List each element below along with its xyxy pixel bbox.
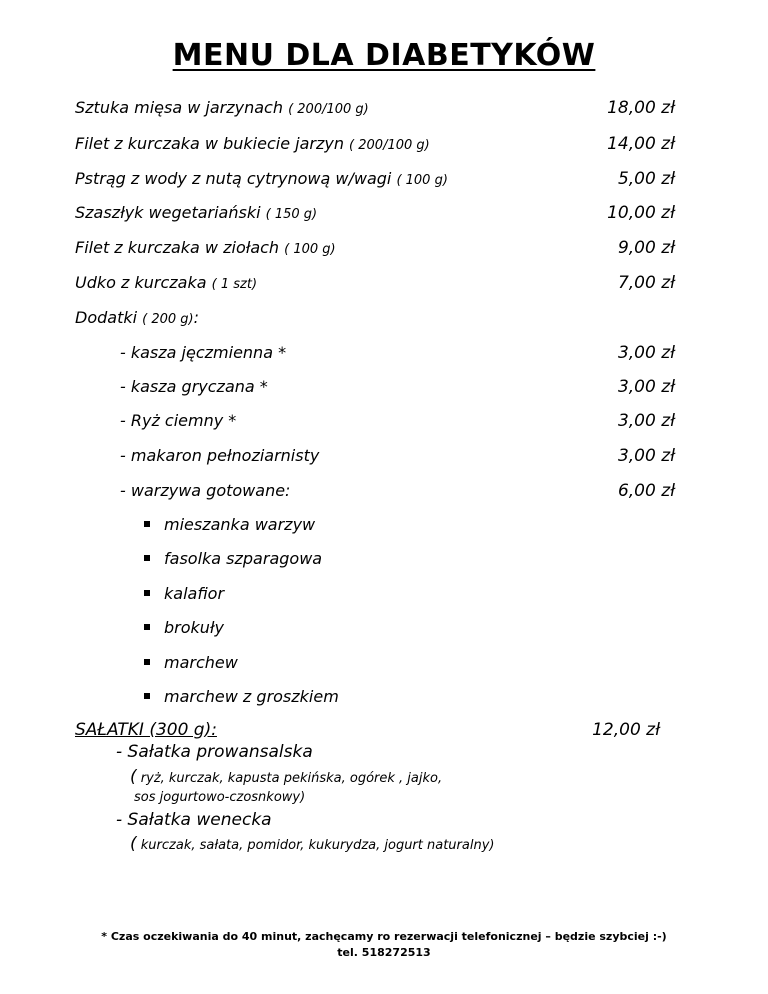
bullet-square-icon xyxy=(144,693,150,699)
page-title: MENU DLA DIABETYKÓW xyxy=(172,38,596,73)
bullet-square-icon xyxy=(144,555,150,561)
vegetable-list-item: fasolka szparagowa xyxy=(144,549,322,568)
side-item-price: 3,00 zł xyxy=(617,411,675,431)
menu-item-name: Filet z kurczaka w ziołach ( 100 g) xyxy=(75,238,336,257)
menu-item-price: 7,00 zł xyxy=(617,273,675,293)
menu-item-price: 18,00 zł xyxy=(607,98,675,118)
menu-item-name: Udko z kurczaka ( 1 szt) xyxy=(75,273,258,292)
side-item-name: - kasza gryczana * xyxy=(120,377,268,396)
menu-item-price: 10,00 zł xyxy=(607,203,675,223)
salad-description: ( ryż, kurczak, kapusta pekińska, ogórek , jajko, xyxy=(130,767,443,787)
menu-item-name: Pstrąg z wody z nutą cytrynową w/wagi ( 100 g) xyxy=(75,169,448,188)
salad-description: ( kurczak, sałata, pomidor, kukurydza, jogurt naturalny) xyxy=(130,834,495,854)
vegetable-list-item: brokuły xyxy=(144,618,224,637)
menu-item-name: Filet z kurczaka w bukiecie jarzyn ( 200/100 g) xyxy=(75,134,430,153)
salad-name: - Sałatka prowansalska xyxy=(116,742,313,762)
salads-heading: SAŁATKI (300 g): xyxy=(75,720,217,740)
bullet-square-icon xyxy=(144,659,150,665)
vegetable-list-item: marchew xyxy=(144,653,238,672)
side-item-name: - warzywa gotowane: xyxy=(120,481,291,500)
vegetable-list-item: kalafior xyxy=(144,584,224,603)
salads-price: 12,00 zł xyxy=(592,720,660,740)
footer-phone: tel. 518272513 xyxy=(337,946,431,959)
side-item-name: - makaron pełnoziarnisty xyxy=(120,446,320,465)
salad-name: - Sałatka wenecka xyxy=(116,810,272,830)
vegetable-list-item: mieszanka warzyw xyxy=(144,515,315,534)
menu-item-name: Sztuka mięsa w jarzynach ( 200/100 g) xyxy=(75,98,369,117)
side-item-price: 3,00 zł xyxy=(617,343,675,363)
side-item-price: 3,00 zł xyxy=(617,377,675,397)
side-item-name: - kasza jęczmienna * xyxy=(120,343,287,362)
salad-description: sos jogurtowo-czosnkowy) xyxy=(134,790,306,805)
side-item-name: - Ryż ciemny * xyxy=(120,411,237,430)
bullet-square-icon xyxy=(144,590,150,596)
menu-item-price: 9,00 zł xyxy=(617,238,675,258)
menu-item-price: 14,00 zł xyxy=(607,134,675,154)
footer-note: * Czas oczekiwania do 40 minut, zachęcamy ro rezerwacji telefonicznej – będzie szybciej :-) xyxy=(101,930,667,943)
vegetable-list-item: marchew z groszkiem xyxy=(144,687,339,706)
menu-item-name: Szaszłyk wegetariański ( 150 g) xyxy=(75,203,318,222)
bullet-square-icon xyxy=(144,624,150,630)
menu-item-price: 5,00 zł xyxy=(617,169,675,189)
bullet-square-icon xyxy=(144,521,150,527)
side-item-price: 3,00 zł xyxy=(617,446,675,466)
dodatki-heading: Dodatki ( 200 g): xyxy=(75,308,200,327)
side-item-price: 6,00 zł xyxy=(617,481,675,501)
